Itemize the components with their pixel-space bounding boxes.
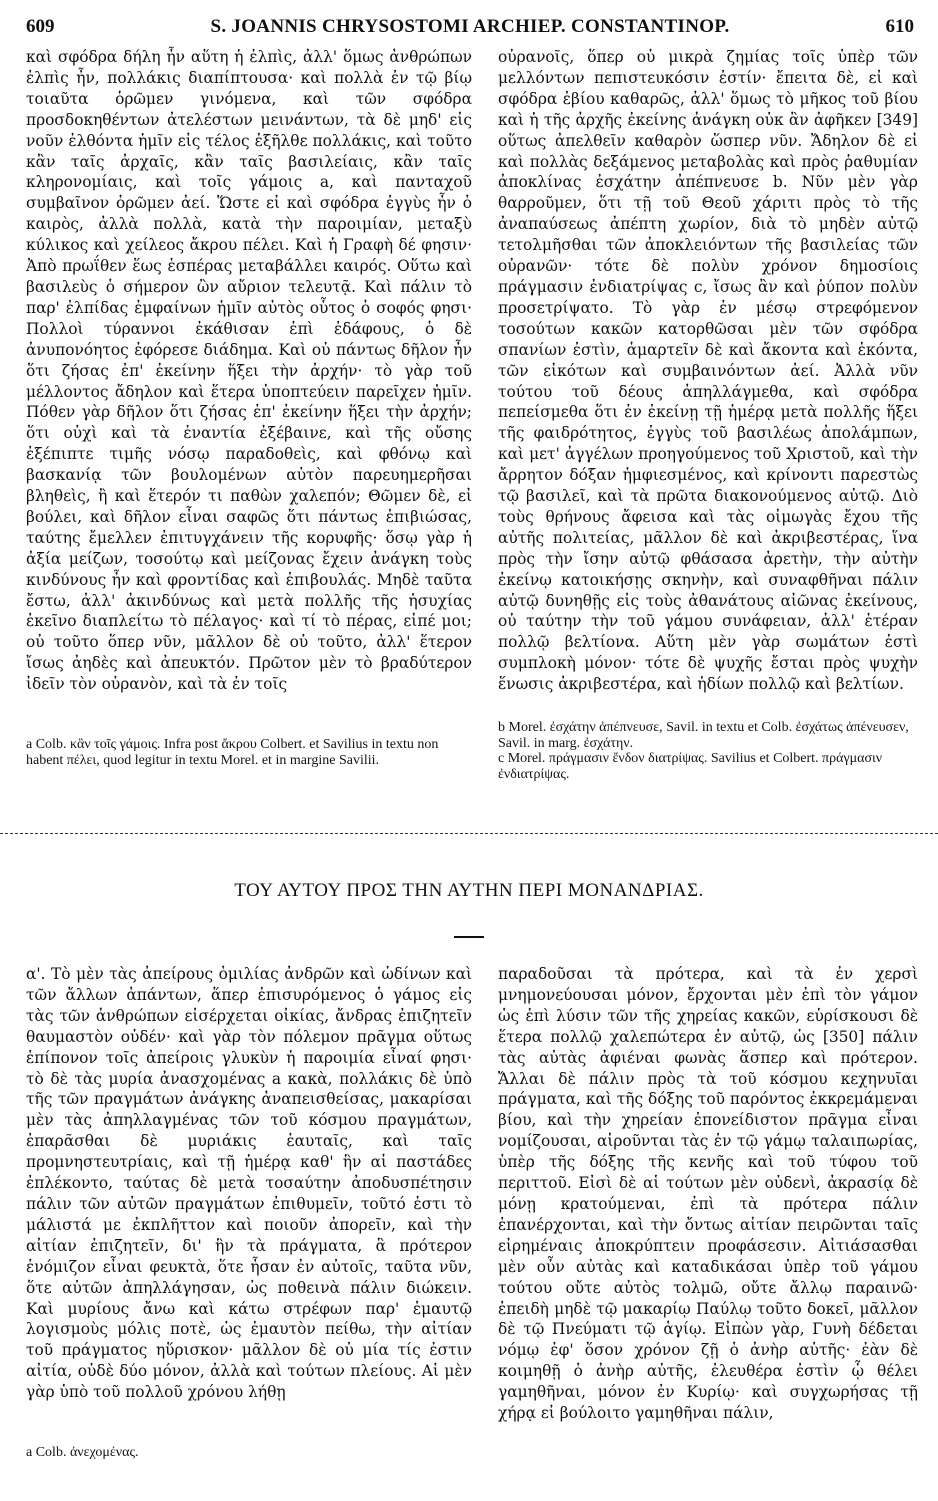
top-left-paragraph: καὶ σφόδρα δήλη ἦν αὕτη ἡ ἐλπὶς, ἀλλ' ὅμως ἀνθρώπων ἐλπὶς ἦν, πολλάκις διαπίπτουσα· καὶ πολλὰ ἐν τῷ βίῳ τοιαῦτα ὁρῶμεν γινόμενα, καὶ τῶν σφόδρα προσδοκηθέντων ἀτελέστων μεινάντων, τὰ δὲ μηδ' εἰς νοῦν ἐλθόντα ἡμῖν εἰς τέλος ἐξῆλθε πολλάκις, καὶ τοῦτο κἂν ταῖς ἀρχαῖς, κἂν ταῖς βασιλείαις, κἂν ταῖς κληρονομίαις, καὶ τοῖς γάμοις a, καὶ πανταχοῦ συμβαῖνον ὁρῶμεν ἀεί. Ὥστε εἰ καὶ σφόδρα ἐγγὺς ἦν ὁ καιρὸς, ἀλλὰ πολλὰ, κατὰ τὴν παροιμίαν, μεταξὺ κύλικος καὶ χείλεος ἄκρου πέλει. Καὶ ἡ Γραφὴ δέ φησιν· Ἀπὸ πρωΐθεν ἕως ἑσπέρας μεταβάλλει καιρός. Οὕτω καὶ βασιλεὺς ὁ σήμερον ὢν αὔριον τελευτᾷ. Καὶ πάλιν τὸ παρ' ἐλπίδας ἐμφαίνων ἡμῖν αὐτὸς οὗτος ὁ σοφός φησι· Πολλοὶ τύραννοι ἐκάθισαν ἐπὶ ἐδάφους, ὁ δὲ ἀνυπονόητος ἐφόρεσε διάδημα. Καὶ οὐ πάντως δῆλον ἦν ὅτι ζήσας ἐπ' ἐκείνην ἥξει τὴν ἀρχήν· τὸ γὰρ τοῦ μέλλοντος ἄδηλον καὶ ἕτερα ὑποπτεύειν παρεῖχεν ἡμῖν. Πόθεν γὰρ δῆλον ὅτι ζήσας ἐπ' ἐκείνην ἥξει τὴν ἀρχήν; ὅτι οὐχὶ καὶ τὰ ἐναντία ἐξέβαινε, καὶ τῆς οὔσης ἐξέπιπτε τιμῆς νόσῳ παραδοθεὶς, καὶ φθόνῳ καὶ βασκανίᾳ τῶν βουλομένων αὐτὸν παρευημερῆσαι βληθεὶς, ἢ καὶ ἕτερόν τι παθὼν χαλεπόν; Θῶμεν δὲ, εἰ βούλει, καὶ δῆλον εἶναι σαφῶς ὅτι πάντως ἐπιβιώσας, ταύτης ἔμελλεν ἐπιτυγχάνειν τῆς κορυφῆς· ὅσῳ γὰρ ἡ ἀξία μείζων, τοσούτῳ καὶ μείζονας ἔχειν ἀνάγκη τοὺς κινδύνους ἦν καὶ φροντίδας καὶ ἐπιβουλάς. Μηδὲ ταῦτα ἔστω, ἀλλ' ἀκινδύνως καὶ μετὰ πολλῆς τῆς ἡσυχίας ἐκεῖνο διαπλείτω τὸ πέλαγος· καὶ τί τὸ πέρας, εἰπέ μοι; οὐ τοῦτο ὅπερ νῦν, μᾶλλον δὲ οὐ τοῦτο, ἀλλ' ἕτερον ἴσως ἀηδὲς καὶ ἀπευκτόν. Πρῶτον μὲν τὸ βραδύτερον ἰδεῖν τὸν οὐρανὸν, καὶ τὰ ἐν τοῖς xyxy=(26,48,472,694)
footnote-bottom-a: a Colb. ἀνεχομένας. xyxy=(26,1445,139,1460)
bottom-left-paragraph: α'. Τὸ μὲν τὰς ἀπείρους ὁμιλίας ἀνδρῶν καὶ ὠδίνων καὶ τῶν ἄλλων ἁπάντων, ἅπερ ἐπισυρόμενος ὁ γάμος εἰς τὰς τῶν ἀνθρώπων εἰσέρχεται οἰκίας, ἄνδρας ἐπιζητεῖν θαυμαστὸν οὐδέν· καὶ γὰρ τὸν πόλεμον πρᾶγμα οὕτως ἐπίπονον τοῖς ἀπείροις γλυκὺν ἡ παροιμία εἶναί φησι· τὸ δὲ τὰς μυρία ἀνασχομένας a κακὰ, πολλάκις δὲ ὑπὸ τῆς τῶν πραγμάτων ἀνάγκης ἀναπεισθείσας, μακαρίσαι μὲν τὰς ἀπηλλαγμένας τῶν τοῦ κόσμου πραγμάτων, ἐπαρᾶσθαι δὲ μυριάκις ἑαυταῖς, καὶ ταῖς προμνηστευτρίαις, καὶ τῇ ἡμέρᾳ καθ' ἣν αἱ παστάδες ἐπλέκοντο, ταύτας δὲ μετὰ τοσαύτην ἀποδυσπέτησιν πάλιν τῶν αὐτῶν πραγμάτων ἐπιθυμεῖν, τοῦτό ἐστι τὸ μάλιστά με ἐκπλῆττον καὶ ποιοῦν ἀπορεῖν, καὶ τὴν αἰτίαν ἐπιζητεῖν, δι' ἣν τὰ πράγματα, ἃ πρότερον ἐνόμιζον εἶναι φευκτὰ, ὅτε ἦσαν ἐν αὐτοῖς, ταῦτα νῦν, ὅτε αὐτῶν ἀπηλλάγησαν, ὡς ποθεινὰ πάλιν διώκειν. Καὶ μυρίους ἄνω καὶ κάτω στρέφων παρ' ἐμαυτῷ λογισμοὺς μόλις ποτὲ, ὡς ἐμαυτὸν πείθω, τὴν αἰτίαν τοῦ πράγματος ηὕρισκον· μᾶλλον δὲ οὐ μία τίς ἐστιν αἰτία, οὐδὲ δύο μόνον, ἀλλὰ καὶ τούτων πλείους. Αἱ μὲν γὰρ ὑπὸ τοῦ πολλοῦ χρόνου λήθῃ xyxy=(26,965,472,1402)
footnote-c: c Morel. πράγμασιν ἔνδον διατρίψας. Savilius et Colbert. πράγμασιν ἐνδιατρίψας. xyxy=(498,751,883,782)
top-right-column xyxy=(498,47,918,695)
top-right-paragraph: οὐρανοῖς, ὅπερ οὐ μικρὰ ζημίας τοῖς ὑπὲρ τῶν μελλόντων πεπιστευκόσιν ἐστίν· ἔπειτα δὲ, εἰ καὶ σφόδρα ἐβίου καθαρῶς, ἀλλ' ὅμως τὸ μῆκος τοῦ βίου καὶ ἡ τῆς ἀρχῆς ἐκείνης ἀνάγκη οὐκ ἂν ἀφῆκεν [349] οὕτως ἀπελθεῖν καθαρὸν ὥσπερ νῦν. Ἄδηλον δὲ εἰ καὶ πολλὰς δεξάμενος μεταβολὰς καὶ πρὸς ῥαθυμίαν ἀποκλίνας ἐσχάτην ἀπέπνευσε b. Νῦν μὲν γὰρ θαρροῦμεν, ὅτι τῇ τοῦ Θεοῦ χάριτι πρὸς τὸ τῆς ἀναπαύσεως ἀπέπτη χωρίον, διὰ τὸ μηδὲν αὐτῷ τετολμῆσθαι τῶν ἀποκλειόντων τῆς βασιλείας τῶν οὐρανῶν· τότε δὲ πολὺν χρόνον δημοσίοις πράγμασιν ἐνδιατρίψας c, ἴσως ἂν καὶ ῥύπον πολὺν προσετρίψατο. Τὸ γὰρ ἐν μέσῳ στρεφόμενον τοσούτων κακῶν κατορθῶσαι μὲν τῶν σφόδρα σπανίων ἐστὶν, ἁμαρτεῖν δὲ καὶ ἄκοντα καὶ ἑκόντα, τῶν εἰκότων καὶ συμβαινόντων ἀεί. Ἀλλὰ νῦν τούτου τοῦ δέους ἀπηλλάγμεθα, καὶ σφόδρα πεπείσμεθα ὅτι ἐν ἐκείνῃ τῇ ἡμέρᾳ μετὰ πολλῆς ἥξει τῆς φαιδρότητος, ἐγγὺς τοῦ βασιλέως ἀπολάμπων, καὶ μετ' ἀγγέλων προηγούμενος τοῦ Χριστοῦ, καὶ τὴν ἄρρητον δόξαν ἠμφιεσμένος, καὶ κρίνοντι παρεστὼς τῷ βασιλεῖ, καὶ τὰ πρῶτα διακονούμενος αὐτῷ. Διὸ τοὺς θρήνους ἄφεισα καὶ τὰς οἰμωγὰς ἔχου τῆς αὐτῆς πολιτείας, μᾶλλον δὲ καὶ ἀκριβεστέρας, ἵνα πρὸς τὴν ἴσην αὐτῷ φθάσασα ἀρετὴν, τὴν αὐτὴν ἐκείνῳ κατοικήσῃς σκηνὴν, καὶ συναφθῆναι πάλιν αὐτῷ δυνηθῇς εἰς τοὺς ἀθανάτους αἰῶνας ἐκείνους, οὐ ταύτην τὴν τοῦ γάμου συνάφειαν, ἀλλ' ἑτέραν πολλῷ βελτίονα. Αὕτη μὲν γὰρ σωμάτων ἐστὶ συμπλοκὴ μόνον· τότε δὲ ψυχῆς ἔσται πρὸς ψυχὴν ἕνωσις ἀκριβεστέρα, καὶ ἡδίων πολλῷ καὶ βελτίων. xyxy=(498,48,918,694)
bottom-left-column xyxy=(26,964,472,1403)
page-number-left: 609 xyxy=(26,16,55,37)
page-header xyxy=(26,16,914,40)
footnote-b: b Morel. ἐσχάτην ἀπέπνευσε, Savil. in textu et Colb. ἐσχάτως ἀπένευσεν, Savil. in marg. ἐσχάτην. xyxy=(498,720,909,751)
footnote-a: a Colb. κἂν τοῖς γάμοις. Infra post ἄκρου Colbert. et Savilius in textu non habent πέλει, quod legitur in textu Morel. et in margine Savilii. xyxy=(26,737,439,768)
title-underline xyxy=(454,936,484,938)
top-left-column xyxy=(26,47,472,695)
footnote-left xyxy=(26,737,476,768)
section-title: ΤΟΥ ΑΥΤΟΥ ΠΡΟΣ ΤΗΝ ΑΥΤΗΝ ΠΕΡΙ ΜΟΝΑΝΔΡΙΑΣ. xyxy=(234,880,704,901)
footnote-bottom xyxy=(26,1445,326,1461)
page-number-right: 610 xyxy=(885,16,914,37)
bottom-right-column xyxy=(498,964,918,1424)
section-divider xyxy=(0,833,938,835)
bottom-right-paragraph: παραδοῦσαι τὰ πρότερα, καὶ τὰ ἐν χερσὶ μνημονεύουσαι μόνον, ἔρχονται μὲν ἐπὶ τὸν γάμον ὡς ἐπὶ λύσιν τῶν τῆς χηρείας κακῶν, εὑρίσκουσι δὲ ἕτερα πολλῷ χαλεπώτερα ἐν αὐτῷ, ὡς [350] πάλιν τὰς αὐτὰς ἀφιέναι φωνὰς ἅσπερ καὶ πρότερον. Ἄλλαι δὲ πάλιν πρὸς τὰ τοῦ κόσμου κεχηνυῖαι πράγματα, καὶ τῆς δόξης τοῦ παρόντος ἐκκρεμάμεναι βίου, καὶ τὴν χηρείαν ἐπονείδιστον πρᾶγμα εἶναι νομίζουσαι, αἱροῦνται τὰς ἐν τῷ γάμῳ ταλαιπωρίας, ὑπὲρ τῆς δόξης τῆς κενῆς καὶ τοῦ τύφου τοῦ περιττοῦ. Εἰσὶ δὲ αἱ τούτων μὲν οὐδενὶ, ἀκρασίᾳ δὲ μόνῃ κρατούμεναι, ἐπὶ τὰ πρότερα πάλιν ἐπανέρχονται, καὶ τὴν ὄντως αἰτίαν πειρῶνται ταῖς εἰρημέναις ἀποκρύπτειν προφάσεσιν. Αἰτιάσασθαι μὲν οὖν αὐτὰς καὶ καταδικάσαι ὑπὲρ τοῦ γάμου τούτου οὔτε αὐτὸς τολμῶ, οὔτε ἄλλῳ παραινῶ· ἐπειδὴ μηδὲ τῷ μακαρίῳ Παύλῳ τοῦτο δοκεῖ, μᾶλλον δὲ τῷ Πνεύματι τῷ ἁγίῳ. Εἰπὼν γὰρ, Γυνὴ δέδεται νόμῳ ἐφ' ὅσον χρόνον ζῇ ὁ ἀνὴρ αὐτῆς· ἐὰν δὲ κοιμηθῇ ὁ ἀνὴρ αὐτῆς, ἐλευθέρα ἐστὶν ᾧ θέλει γαμηθῆναι, μόνον ἐν Κυρίῳ· καὶ συγχωρήσας τῇ χήρᾳ εἰ βούλοιτο γαμηθῆναι πάλιν, xyxy=(498,965,918,1423)
running-title: S. JOANNIS CHRYSOSTOMI ARCHIEP. CONSTANTINOP. xyxy=(210,16,730,37)
footnotes-right xyxy=(498,720,923,782)
